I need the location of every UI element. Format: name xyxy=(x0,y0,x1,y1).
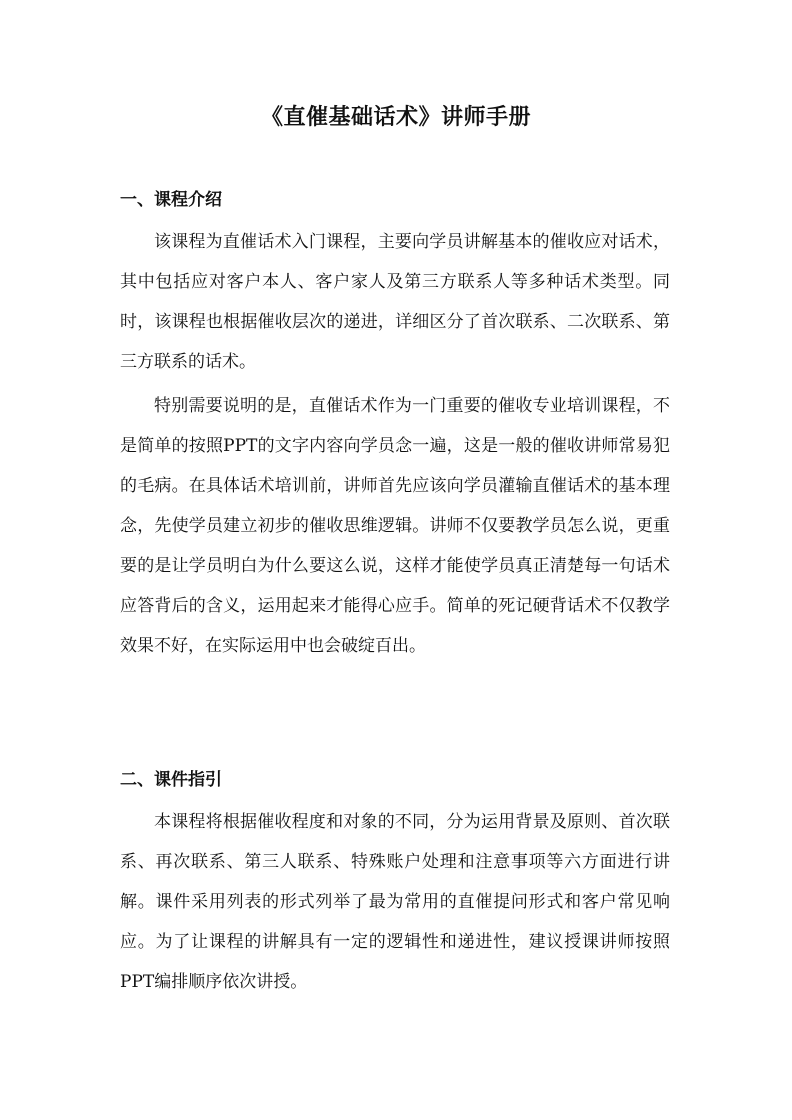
section-heading-course-intro: 一、课程介绍 xyxy=(120,190,222,210)
paragraph-courseware-guide-1: 本课程将根据催收程度和对象的不同，分为运用背景及原则、首次联系、再次联系、第三人联系、特殊账户处理和注意事项等六方面进行讲解。课件采用列表的形式列举了最为常用的直催提问形式和客户常见响应。为了让课程的讲解具有一定的逻辑性和递进性，建议授课讲师按照PPT编排顺序依次讲授。 xyxy=(120,812,670,992)
section-heading-courseware-guide: 二、课件指引 xyxy=(120,770,222,790)
paragraph-course-intro-1: 该课程为直催话术入门课程，主要向学员讲解基本的催收应对话术，其中包括应对客户本人、客户家人及第三方联系人等多种话术类型。同时，该课程也根据催收层次的递进，详细区分了首次联系、二次联系、第三方联系的话术。 xyxy=(120,232,670,372)
document-title: 《直催基础话术》讲师手册 xyxy=(260,104,531,130)
paragraph-course-intro-2: 特别需要说明的是，直催话术作为一门重要的催收专业培训课程，不是简单的按照PPT的文字内容向学员念一遍，这是一般的催收讲师常易犯的毛病。在具体话术培训前，讲师首先应该向学员灌输直催话术的基本理念，先使学员建立初步的催收思维逻辑。讲师不仅要教学员怎么说，更重要的是让学员明白为什么要这么说，这样才能使学员真正清楚每一句话术应答背后的含义，运用起来才能得心应手。简单的死记硬背话术不仅教学效果不好，在实际运用中也会破绽百出。 xyxy=(120,396,670,656)
